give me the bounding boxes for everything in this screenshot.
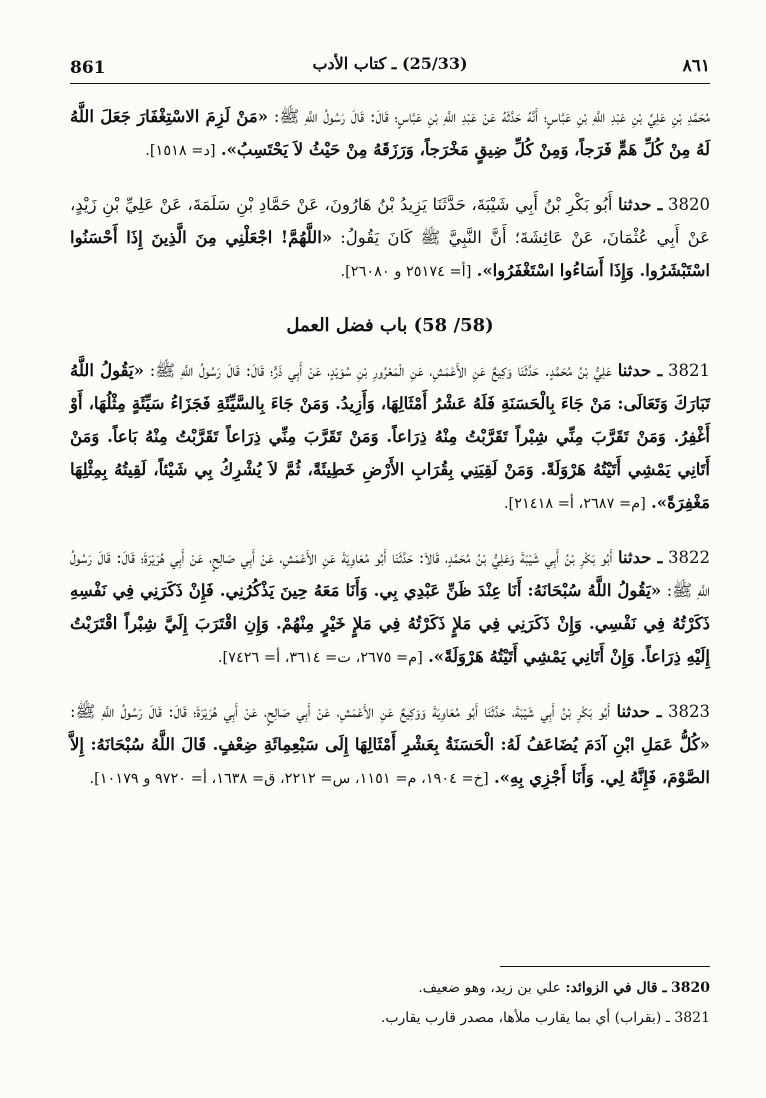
running-title: (25/33) ـ كتاب الأدب [312,54,468,73]
hadith-number: 3823 [668,702,710,721]
main-text [70,100,710,816]
isnad-text: أَبُو بَكْرِ بْنُ أَبِي شَيْبَةَ وَعَلِيُّ بْنُ مُحَمَّدٍ، قَالاَ: حَدَّثَنَا أَبُو مُعَاوِيَةَ عَنِ الأَعْمَشِ، عَنْ أَبِي صَالِحٍ، عَنْ أَبِي هُرَيْرَةَ؛ قَالَ: قَالَ رَسُولُ اللَّهِ ﷺ: [70,548,710,600]
hadith-number: 3820 [668,195,711,214]
hadith-lead: ـ حدثنا [616,702,662,721]
hadith-3823 [70,695,710,796]
hadith-reference: [م= ٢٦٨٧، أ= ٢١٤١٨]. [503,496,646,512]
header-rule [70,83,710,84]
hadith-matn: «يَقُولُ اللَّهُ تَبَارَكَ وَتَعَالَى: مَنْ جَاءَ بِالْحَسَنَةِ فَلَهُ عَشْرُ أَمْثَالِهَا، وَأَزِيدُ. وَمَنْ جَاءَ بِالسَّيِّئَةِ فَجَزَاءُ سَيِّئَةٍ مِثْلُهَا، أَوْ أَغْفِرُ. وَمَنْ تَقَرَّبَ مِنِّي شِبْراً تَقَرَّبْتُ مِنْهُ ذِرَاعاً. وَمَنْ تَقَرَّبَ مِنِّي ذِرَاعاً تَقَرَّبْتُ مِنْهُ بَاعاً. وَمَنْ أَتَانِي يَمْشِي أَتَيْتُهُ هَرْوَلَةً. وَمَنْ لَقِيَنِي بِقُرَابِ الأَرْضِ خَطِيئَةً، ثُمَّ لاَ يُشْرِكُ بِي شَيْئاً، لَقِيتُهُ بِمِثْلِهَا مَغْفِرَةً». [70,361,710,512]
footnotes [70,966,710,1033]
paragraph-continuation [70,100,710,168]
footnote-text: علي بن زيد، وهو ضعيف. [418,980,561,996]
hadith-lead: ـ حدثنا [618,195,663,214]
hadith-lead: ـ حدثنا [617,548,663,567]
isnad-text: أَبُو بَكْرِ بْنُ أَبِي شَيْبَةَ، حَدَّثَنَا أَبُو مُعَاوِيَةَ وَوَكِيعٌ عَنِ الأَعْمَشِ، عَنْ أَبِي صَالِحٍ، عَنْ أَبِي هُرَيْرَةَ؛ قَالَ: قَالَ رَسُولُ اللَّهِ ﷺ: [70,702,611,721]
hadith-matn: «كُلُّ عَمَلِ ابْنِ آدَمَ يُضَاعَفُ لَهُ: الْحَسَنَةُ بِعَشْرِ أَمْثَالِهَا إِلَى سَبْعِمِائَةِ ضِعْفٍ. قَالَ اللَّهُ سُبْحَانَهُ: إِلاَّ الصَّوْمَ، فَإِنَّهُ لِي. وَأَنَا أَجْزِي بِهِ». [70,735,710,787]
footnote-number: 3820 [671,980,710,996]
hadith-3822 [70,541,710,675]
hadith-3821 [70,354,710,521]
footnote-3820 [70,973,710,1003]
page-number-latin: 861 [70,58,106,78]
isnad-text: عَلِيُّ بْنُ مُحَمَّدٍ. حَدَّثَنَا وَكِيعٌ عَنِ الأَعْمَشِ، عَنِ الْمَعْرُورِ بْنِ سُوَيْدٍ، عَنْ أَبِي ذَرٍّ؛ قَالَ: قَالَ رَسُولُ اللَّهِ ﷺ: [149,361,612,380]
hadith-reference: [أ= ٢٥١٧٤ و ٢٦٠٨٠]. [340,264,472,280]
hadith-matn: «اللَّهُمَّ! اجْعَلْنِي مِنَ الَّذِينَ إِذَا أَحْسَنُوا اسْتَبْشَرُوا. وَإِذَا أَسَاءُوا اسْتَغْفَرُوا». [70,228,710,280]
hadith-matn: «مَنْ لَزِمَ الاسْتِغْفَارَ جَعَلَ اللَّهُ لَهُ مِنْ كُلِّ هَمٍّ فَرَجاً، وَمِنْ كُلِّ ضِيقٍ مَخْرَجاً، وَرَزَقَهُ مِنْ حَيْثُ لاَ يَحْتَسِبُ». [70,107,710,159]
footnote-label: ـ قال في الزوائد: [565,980,667,996]
isnad-text: مُحَمَّدِ بْنِ عَلِيِّ بْنِ عَبْدِ اللَّهِ بْنِ عَبَّاسٍ؛ أَنَّهُ حَدَّثَهُ عَنْ عَبْدِ اللَّهِ بْنِ عَبَّاسٍ؛ قَالَ: قَالَ رَسُولُ اللَّهِ ﷺ: [273,107,711,126]
hadith-lead: ـ حدثنا [617,361,663,380]
hadith-reference: [د= ١٥١٨]. [145,143,216,159]
footnote-rule [500,966,710,967]
hadith-number: 3822 [668,548,711,567]
page-number-arabic: ٨٦١ [682,56,710,76]
hadith-3820 [70,188,710,289]
hadith-matn: «يَقُولُ اللَّهُ سُبْحَانَهُ: أَنَا عِنْدَ ظَنِّ عَبْدِي بِي. وَأَنَا مَعَهُ حِينَ يَذْكُرُنِي. فَإِنْ ذَكَرَنِي فِي نَفْسِهِ ذَكَرْتُهُ فِي نَفْسِي. وَإِنْ ذَكَرَنِي فِي مَلإٍ ذَكَرْتُهُ فِي مَلإٍ خَيْرٍ مِنْهُمْ. وَإِنِ اقْتَرَبَ إِلَيَّ شِبْراً اقْتَرَبْتُ إِلَيْهِ ذِرَاعاً. وَإِنْ أَتَانِي يَمْشِي أَتَيْتُهُ هَرْوَلَةً». [70,581,710,666]
page-header [70,48,710,84]
section-title: (58/ 58) باب فضل العمل [286,315,494,336]
hadith-reference: [م= ٢٦٧٥، ت= ٣٦١٤، أ= ٧٤٢٦]. [217,650,423,666]
isnad-text: أَبُو بَكْرِ بْنُ أَبِي شَيْبَةَ، حَدَّثَنَا يَزِيدُ بْنُ هَارُونَ، عَنْ حَمَّادِ بْنِ سَلَمَةَ، عَنْ عَلِيِّ بْنِ زَيْدٍ، عَنْ أَبِي عُثْمَانَ، عَنْ عَائِشَةَ؛ أَنَّ النَّبِيَّ ﷺ كَانَ يَقُولُ: [70,195,710,247]
footnote-text: ـ (بقراب) أي بما يقارب ملأها، مصدر قارب يقارب. [380,1010,670,1026]
footnote-number: 3821 [674,1010,710,1026]
hadith-reference: [خ= ١٩٠٤، م= ١١٥١، س= ٢٢١٢، ق= ١٦٣٨، أ= ٩٧٢٠ و ١٠١٧٩]. [89,771,489,787]
footnote-3821 [70,1003,710,1033]
hadith-number: 3821 [668,361,710,380]
